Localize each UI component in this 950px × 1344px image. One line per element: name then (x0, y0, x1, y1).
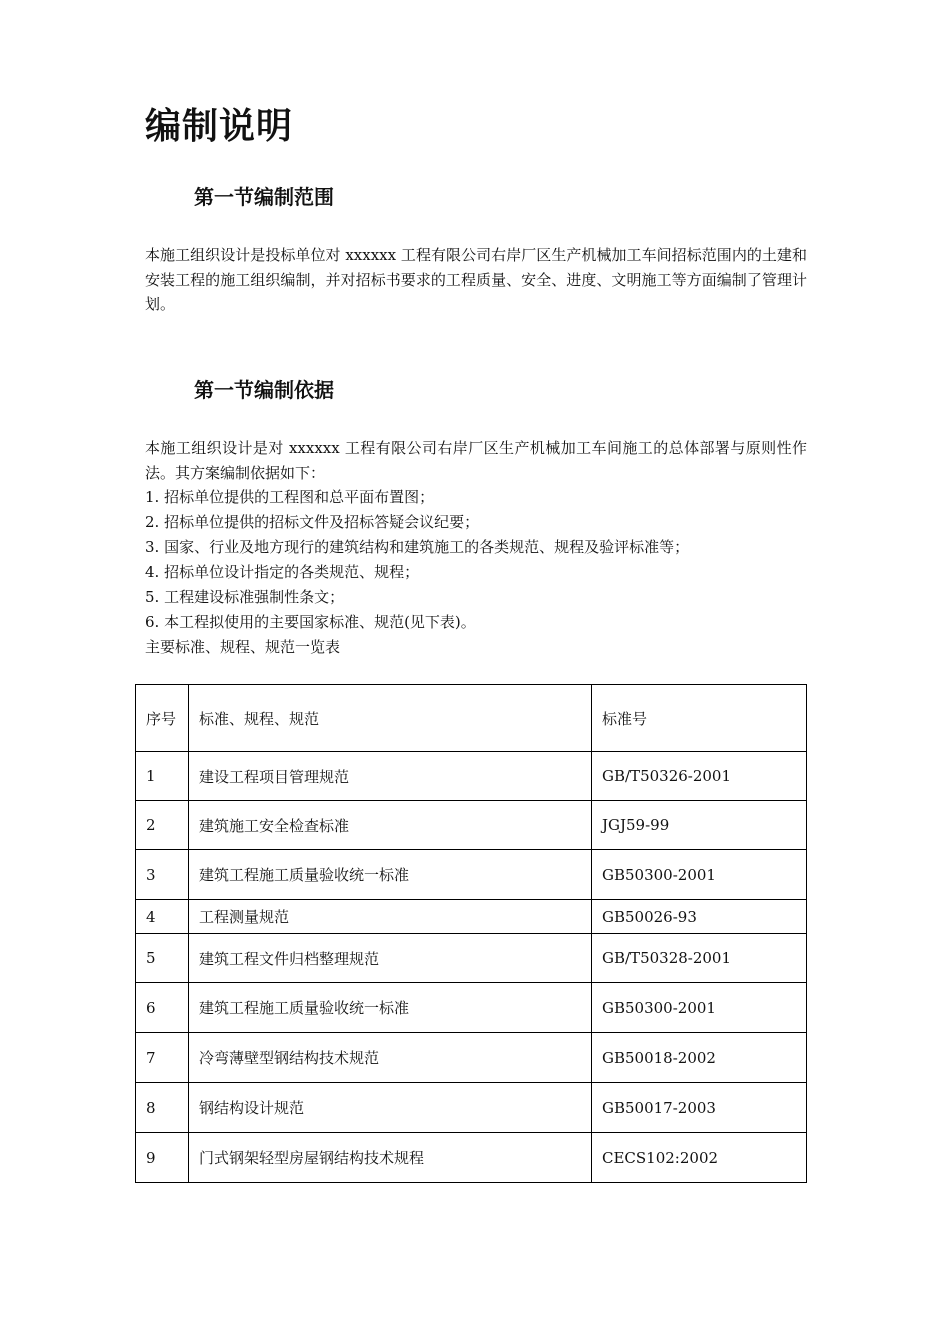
table-row (136, 1133, 807, 1183)
row-name: 冷弯薄壁型钢结构技术规范 (189, 1033, 592, 1083)
row-name: 门式钢架轻型房屋钢结构技术规程 (189, 1133, 592, 1183)
table-row (136, 900, 807, 934)
table-row (136, 850, 807, 900)
basis-list (145, 485, 689, 635)
table-row (136, 1033, 807, 1083)
row-code: GB50300-2001 (592, 983, 807, 1033)
table-header-row (136, 685, 807, 752)
table-row (136, 752, 807, 801)
row-index: 5 (136, 934, 189, 983)
row-code: GB50300-2001 (592, 850, 807, 900)
table-row (136, 934, 807, 983)
header-cell-index: 序号 (136, 685, 189, 752)
row-code: GB/T50328-2001 (592, 934, 807, 983)
row-name: 建筑工程施工质量验收统一标准 (189, 983, 592, 1033)
header-cell-code: 标准号 (592, 685, 807, 752)
row-index: 9 (136, 1133, 189, 1183)
row-code: GB50026-93 (592, 900, 807, 934)
row-index: 4 (136, 900, 189, 934)
row-name: 工程测量规范 (189, 900, 592, 934)
row-index: 2 (136, 801, 189, 850)
table-caption: 主要标准、规程、规范一览表 (145, 638, 341, 656)
row-code: CECS102:2002 (592, 1133, 807, 1183)
table-row (136, 983, 807, 1033)
list-item: 2. 招标单位提供的招标文件及招标答疑会议纪要； (145, 513, 480, 531)
row-name: 钢结构设计规范 (189, 1083, 592, 1133)
row-code: GB50017-2003 (592, 1083, 807, 1133)
basis-paragraph: 本施工组织设计是对 xxxxxx 工程有限公司右岸厂区生产机械加工车间施工的总体部署与原则性作法。其方案编制依据如下： (145, 439, 807, 482)
list-item: 5. 工程建设标准强制性条文； (145, 588, 345, 606)
row-index: 1 (136, 752, 189, 801)
scope-paragraph: 本施工组织设计是投标单位对 xxxxxx 工程有限公司右岸厂区生产机械加工车间招标范围内的土建和安装工程的施工组织编制，并对招标书要求的工程质量、安全、进度、文明施工等方面编制了管理计划。 (145, 246, 807, 313)
table-row (136, 1083, 807, 1133)
document-title: 编制说明 (145, 106, 294, 147)
row-name: 建设工程项目管理规范 (189, 752, 592, 801)
section-heading-scope: 第一节编制范围 (194, 185, 334, 209)
row-code: GB/T50326-2001 (592, 752, 807, 801)
row-name: 建筑施工安全检查标准 (189, 801, 592, 850)
list-item: 4. 招标单位设计指定的各类规范、规程； (145, 563, 420, 581)
list-item: 1. 招标单位提供的工程图和总平面布置图； (145, 488, 435, 506)
section-heading-basis: 第一节编制依据 (194, 378, 334, 402)
list-item: 3. 国家、行业及地方现行的建筑结构和建筑施工的各类规范、规程及验评标准等； (145, 538, 690, 556)
row-index: 3 (136, 850, 189, 900)
header-cell-name: 标准、规程、规范 (189, 685, 592, 752)
row-index: 7 (136, 1033, 189, 1083)
row-index: 6 (136, 983, 189, 1033)
row-name: 建筑工程文件归档整理规范 (189, 934, 592, 983)
standards-table (135, 684, 807, 1183)
table-row (136, 801, 807, 850)
row-index: 8 (136, 1083, 189, 1133)
row-name: 建筑工程施工质量验收统一标准 (189, 850, 592, 900)
list-item: 6. 本工程拟使用的主要国家标准、规范(见下表)。 (145, 613, 476, 631)
row-code: JGJ59-99 (592, 801, 807, 850)
row-code: GB50018-2002 (592, 1033, 807, 1083)
